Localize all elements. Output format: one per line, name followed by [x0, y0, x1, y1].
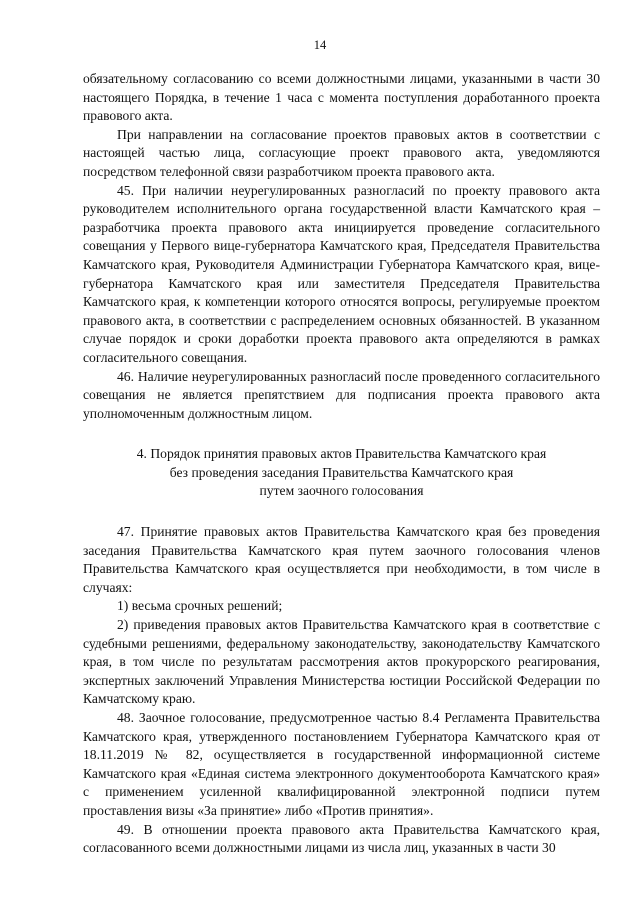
paragraph-46: 46. Наличие неурегулированных разногласий после проведенного согласительного совещания не является препятствием для подписания проекта правового акта уполномоченным должностным лицом. — [83, 368, 600, 421]
list-item-1: 1) весьма срочных решений; — [117, 598, 283, 614]
paragraph-continuation: обязательному согласованию со всеми должностными лицами, указанными в части 30 настоящего Порядка, в течение 1 часа с момента поступления доработанного проекта правового акта. — [83, 71, 600, 124]
section-heading-line-3: путем заочного голосования — [259, 483, 424, 499]
paragraph-47: 47. Принятие правовых актов Правительства Камчатского края без проведения заседания Правительства Камчатского края путем заочного голосования членов Правительства Камчатского края осуществляется при необходимости, в том числе в случаях: — [83, 524, 600, 595]
section-heading-line-2: без проведения заседания Правительства Камчатского края — [169, 464, 514, 480]
paragraph-45: 45. При наличии неурегулированных разногласий по проекту правового акта руководителем исполнительного органа государственной власти Камчатского края – разработчика проекта правового акта инициируется проведение согласительного совещания у Первого вице-губернатора Камчатского края, Председателя Правительства Камчатского края, Руководителя Администрации Губернатора Камчатского края, вице-губернатора Камчатского края или заместителя Председателя Правительства Камчатского края, к компетенции которого относятся вопросы, регулируемые проектом правового акта, в соответствии с распределением основных обязанностей. В указанном случае порядок и сроки доработки проекта правового акта определяются в рамках согласительного совещания. — [83, 182, 600, 365]
page-number: 14 — [313, 38, 327, 52]
paragraph-48: 48. Заочное голосование, предусмотренное частью 8.4 Регламента Правительства Камчатского края, утвержденного постановлением Губернатора Камчатского края от 18.11.2019 № 82, осуществляется в государственной информационной системе Камчатского края «Единая система электронного документооборота Камчатского края» с применением усиленной квалифицированной электронной подписи путем проставления визы «За принятие» либо «Против принятия». — [83, 710, 600, 818]
list-item-2: 2) приведения правовых актов Правительства Камчатского края в соответствие с судебными решениями, федеральному законодательству, законодательству Камчатского края, в том числе по результатам рассмотрения актов прокурорского реагирования, экспертных заключений Управления Министерства юстиции Российской Федерации по Камчатскому краю. — [83, 617, 600, 707]
document-body — [83, 70, 600, 858]
section-heading — [83, 445, 600, 501]
paragraph-notification: При направлении на согласование проектов правовых актов в соответствии с настоящей частью лица, согласующие проект правового акта, уведомляются посредством телефонной связи разработчиком проекта правового акта. — [83, 126, 600, 179]
paragraph-49: 49. В отношении проекта правового акта Правительства Камчатского края, согласованного всеми должностными лицами из числа лиц, указанных в части 30 — [83, 821, 600, 856]
section-heading-line-1: 4. Порядок принятия правовых актов Правительства Камчатского края — [136, 446, 547, 462]
